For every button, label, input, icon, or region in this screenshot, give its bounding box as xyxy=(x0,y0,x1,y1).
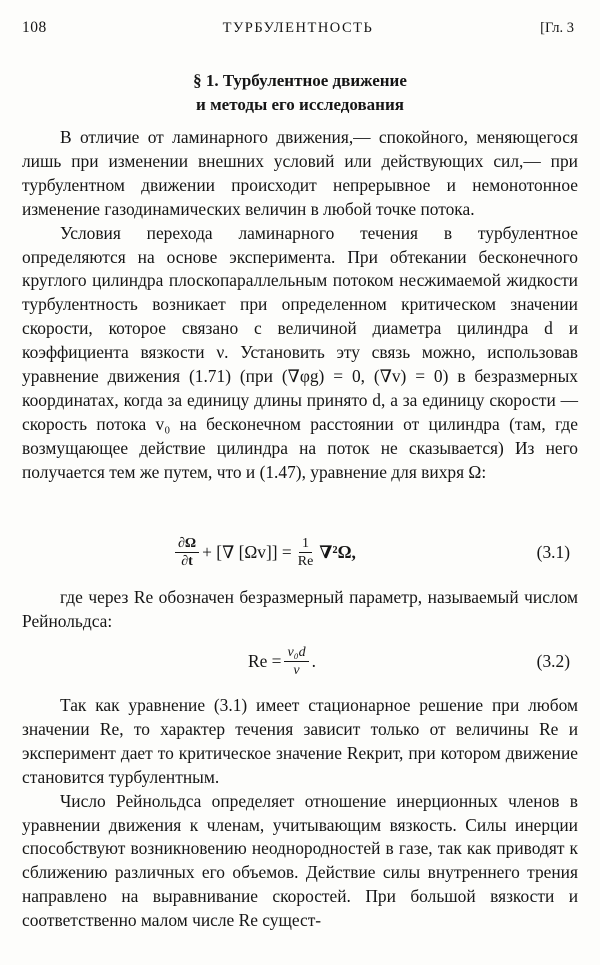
reynolds-lhs: Re = xyxy=(248,650,282,671)
paragraph-5: Число Рейнольдса определяет отношение инерционных членов в уравнении движения к членам, учитывающим вязкость. Силы инерции способствуют возникновению неоднородностей в газе, так как приводят к сближению различных его объемов. Действие силы внутреннего трения направлено на выравнивание скоростей. При большой вязкости и соответственно малом числе Re сущест- xyxy=(22,790,578,931)
section-title xyxy=(22,69,578,117)
section-title-line-2: и методы его исследования xyxy=(196,95,404,114)
paragraph-2: Условия перехода ламинарного течения в турбулентное определяются на основе эксперимента. При обтекании бесконечного круглого цилиндра плоскопараллельным потоком несжимаемой жидкости турбулентность возникает при определенном критическом значении скорости, которое связано с величиной диаметра цилиндра d и коэффициента вязкости ν. Установить эту связь можно, использовав уравнение движения (1.71) (при (∇φg) = 0, (∇v) = 0) в безразмерных координатах, когда за единицу длины принято d, а за единицу скорости — скорость потока v₀ на бесконечном расстоянии от цилиндра (там, где возмущающее действие цилиндра на поток не сказывается) Из него получается тем же путем, что и (1.47), уравнение для вихря Ω: xyxy=(22,222,578,482)
equation-number: (3.1) xyxy=(536,542,570,562)
fraction-denominator: ∂t xyxy=(181,553,193,569)
equation-number: (3.2) xyxy=(536,651,570,671)
running-header xyxy=(22,16,574,40)
equation-3-1 xyxy=(22,527,578,577)
text-block-middle xyxy=(22,586,578,634)
fraction-numerator: ∂Ω xyxy=(175,535,199,553)
paragraph-4: Так как уравнение (3.1) имеет стационарное решение при любом значении Re, то характер течения зависит только от величины Re и эксперимент дает то критическое значение Reкрит, при котором движение становится турбулентным. xyxy=(22,695,578,787)
v0-d-over-nu-fraction xyxy=(284,644,308,679)
equation-3-2-body xyxy=(248,636,316,686)
one-over-re-fraction xyxy=(295,535,317,570)
fraction-denominator: ν xyxy=(293,662,300,678)
equation-period: . xyxy=(311,650,316,671)
paragraph-1: В отличие от ламинарного движения,— спокойного, меняющегося лишь при изменении внешних условий или действующих сил,— при турбулентном движении происходит непрерывное и немонотонное изменение газодинамических величин в любой точке потока. xyxy=(22,127,578,219)
fraction-numerator: v₀d xyxy=(284,644,308,662)
page-number: 108 xyxy=(22,19,47,36)
equation-3-2 xyxy=(22,636,578,686)
text-block-bottom xyxy=(22,694,578,933)
equation-middle-term: + [∇ [Ωv]] = xyxy=(202,541,292,562)
equation-3-1-body xyxy=(172,527,356,577)
paragraph-3: где через Re обозначен безразмерный параметр, называемый числом Рейнольдса: xyxy=(22,587,578,631)
fraction-denominator: Re xyxy=(297,553,314,569)
partial-omega-dt-fraction xyxy=(175,535,199,570)
running-title: ТУРБУЛЕНТНОСТЬ xyxy=(222,20,374,36)
text-block-top xyxy=(22,126,578,485)
fraction-numerator: 1 xyxy=(299,535,312,553)
section-title-line-1: § 1. Турбулентное движение xyxy=(193,71,407,90)
chapter-marker: [Гл. 3 xyxy=(540,20,574,36)
laplacian-omega: ∇²Ω, xyxy=(319,541,356,562)
